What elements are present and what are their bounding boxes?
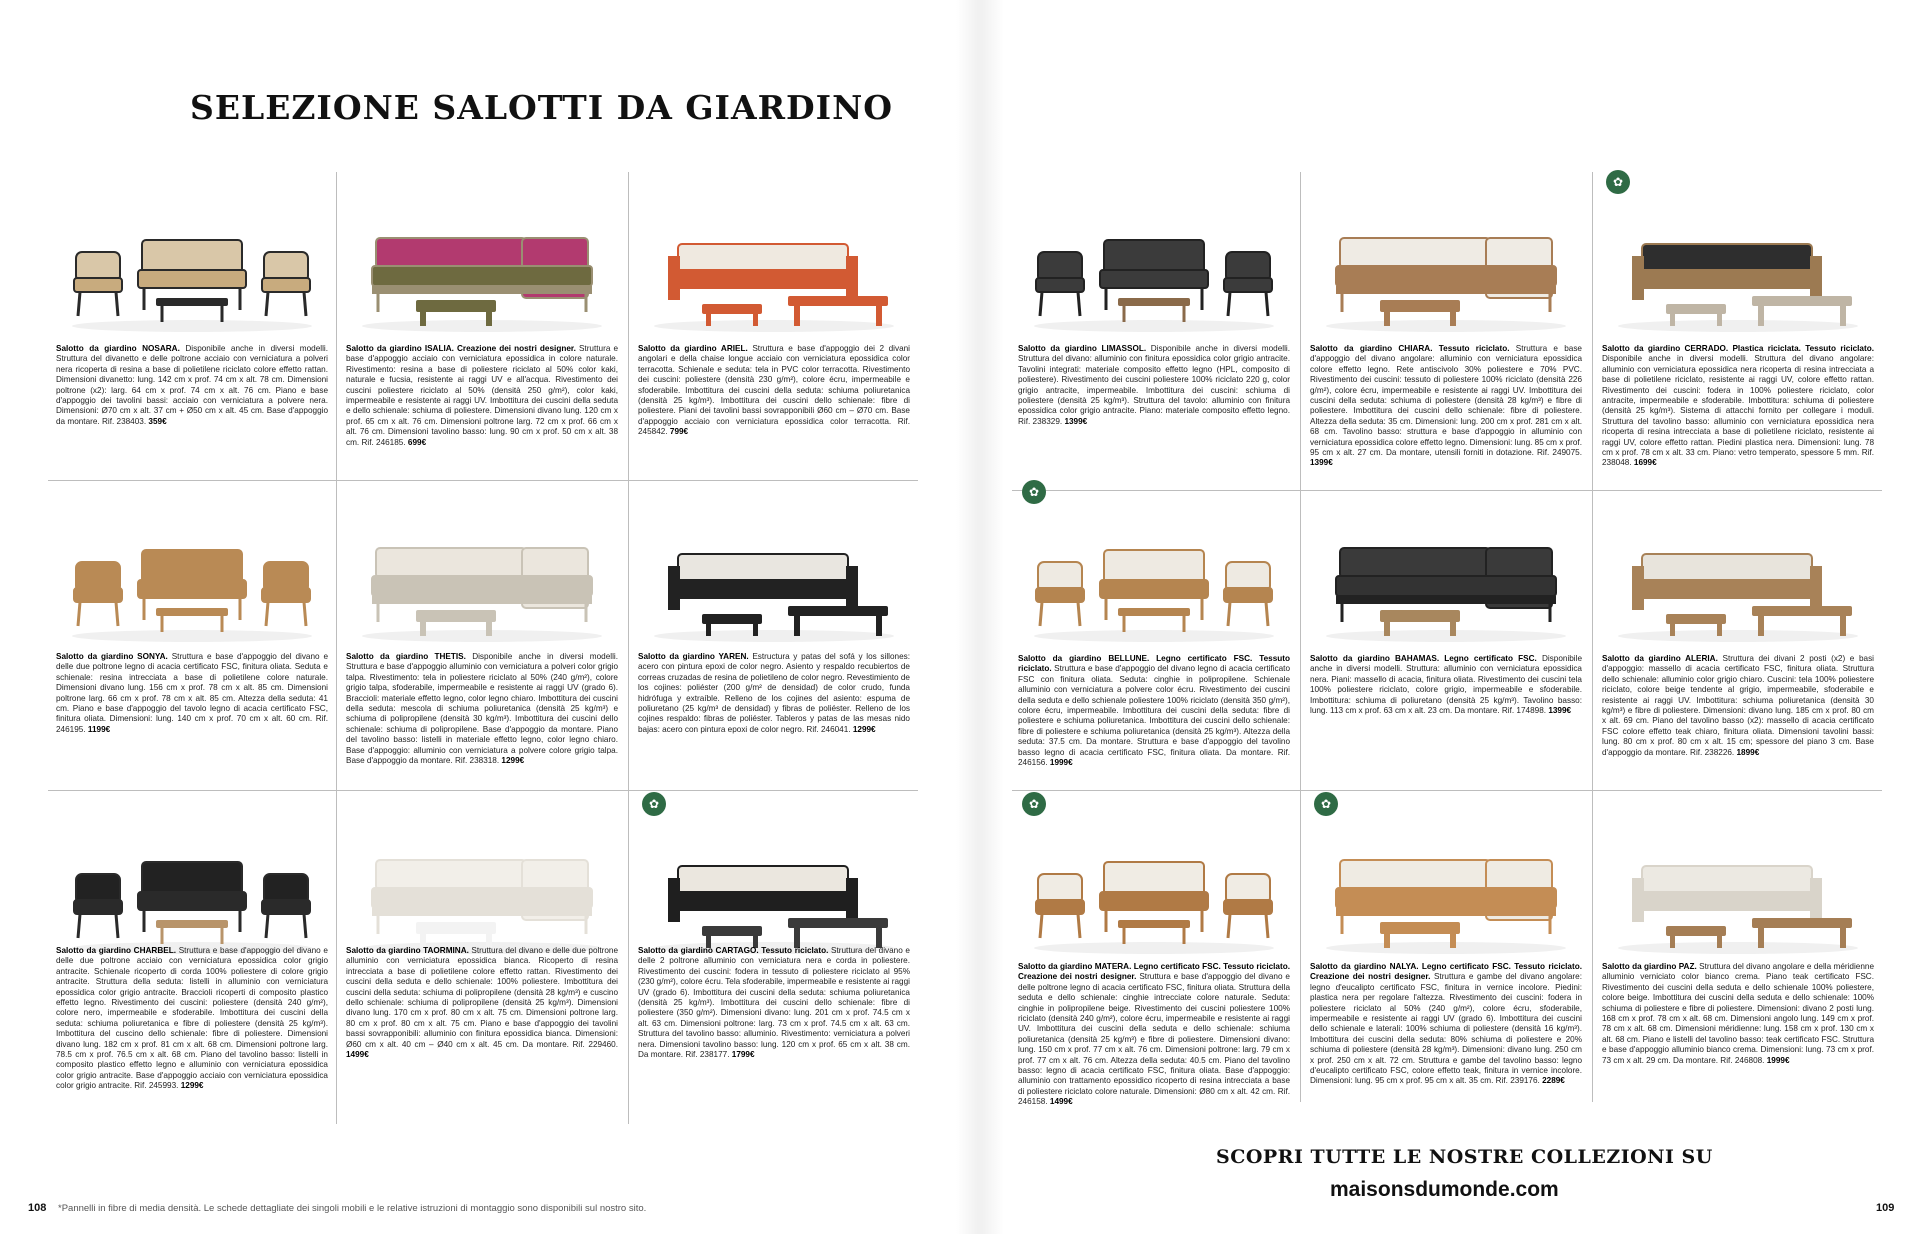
product-price: 1999€ — [1049, 758, 1073, 768]
product-name: Salotto da giardino ISALIA. Creazione dei nostri designer. — [346, 344, 576, 353]
product-card — [638, 792, 910, 1092]
product-name: Salotto da giardino NOSARA. — [56, 344, 180, 353]
product-name: Salotto da giardino TAORMINA. — [346, 946, 469, 955]
page-number-left: 108 — [28, 1202, 47, 1214]
footnote: *Pannelli in fibre di media densità. Le schede dettagliate dei singoli mobili e le relative istruzioni di montaggio sono disponibili sul nostro sito. — [58, 1203, 647, 1214]
product-name: Salotto da giardino BELLUNE. Legno certificato FSC. Tessuto riciclato. — [1018, 654, 1290, 674]
row-divider — [48, 790, 918, 791]
product-description — [1602, 654, 1874, 758]
product-name: Salotto da giardino CERRADO. Plastica riciclata. Tessuto riciclato. — [1602, 344, 1874, 353]
product-card — [1310, 792, 1582, 1092]
product-price: 699€ — [407, 437, 427, 447]
product-image — [56, 510, 328, 650]
product-image — [1310, 200, 1582, 340]
product-image — [1018, 510, 1290, 650]
product-description — [1602, 962, 1874, 1066]
product-description — [1310, 344, 1582, 469]
product-name: Salotto da giardino ARIEL. — [638, 344, 748, 353]
product-card — [1602, 792, 1874, 1092]
product-price: 1999€ — [1766, 1055, 1790, 1065]
product-price: 2289€ — [1542, 1076, 1565, 1086]
product-name: Salotto da giardino LIMASSOL. — [1018, 344, 1147, 353]
product-image — [346, 200, 618, 340]
product-details: Struttura dei divani 2 posti (x2) e basi d'appoggio: massello di acacia certificato FSC, finitura oliata. Struttura dello schienale: alluminio color grigio chiaro. Cuscini: tela 100% poliestere riciclato, colore beige tendente al grigio, impermeabile, sfoderabile e resistente ai raggi UV. Imbottitura: schiuma poliuretanica (densità 30 kg/m³) e fibre di poliestere. Dimensioni: divano lung. 185 cm x prof. 80 cm x alt. 69 cm. Piano del tavolino basso (x2): massello di acacia certificato FSC colore effetto teak chiaro, finitura oliata. Dimensioni tavolini bassi: lung. 80 cm x prof. 80 cm x alt. 15 cm; spessore del piano 3 cm. Base d'appoggio da montare. Rif. 238226. — [1602, 654, 1874, 757]
product-image — [638, 822, 910, 962]
product-card — [1018, 170, 1290, 470]
product-image — [1310, 822, 1582, 962]
product-details: Struttura e base d'appoggio acciaio con verniciatura epossidica in colore naturale. Rivestimento: resina a base di poliestere riciclato al 50% color kaki, naturale e fucsia, resistente ai raggi UV e all'acqua. Rivestimento dei cuscini poliestere riciclato al 50% (densità 250 g/m²), color kaki, impermeabile e resistente ai raggi UV. Imbottitura dei cuscini della seduta e dello schienale: schiuma di poliestere. Dimensioni divano lung. 120 cm x prof. 65 cm x alt. 76 cm. Dimensioni poltrone larg. 72 cm x prof. 66 cm x alt. 76 cm. Dimensioni tavolino basso: lung. 90 cm x prof. 50 cm x alt. 38 cm. Rif. 246185. — [346, 344, 618, 447]
product-card — [346, 480, 618, 780]
product-name: Salotto da giardino CHIARA. Tessuto riciclato. — [1310, 344, 1510, 353]
product-price: 1799€ — [731, 1050, 755, 1060]
product-card — [56, 480, 328, 780]
product-name: Salotto da giardino MATERA. Legno certificato FSC. Tessuto riciclato. Creazione dei nostri designer. — [1018, 962, 1290, 982]
product-name: Salotto da giardino SONYA. — [56, 652, 168, 661]
product-description — [1310, 962, 1582, 1087]
product-price: 359€ — [148, 416, 167, 426]
page-number-right: 109 — [1876, 1202, 1895, 1214]
product-card — [638, 170, 910, 470]
product-details: Struttura e base d'appoggio del divano legno di acacia certificato FSC con finitura oliata. Seduta: cinghie in polipropilene. Schienale alluminio con verniciatura a polvere color écru. Rivestimento dei cuscini della seduta e dello schienale poliestere 100% riciclato (densità 350 g/m²), colore écru, impermeabile. Imbottitura dei cuscini della seduta: fibre di poliestere e schiuma poliuretanica. Imbottitura dei cuscini dello schienale: fibre di poliestere e schiuma poliuretanica (densità 25 kg/m³). Altezza della seduta: 37.5 cm. Da montare. Struttura e base d'appoggio del tavolino basso legno di acacia certificato FSC, finitura oliata. Da montare. Rif. 246156. — [1018, 664, 1290, 768]
product-image — [346, 822, 618, 962]
product-details: Struttura del divano e delle due poltrone alluminio con verniciatura epossidica bianca. Ricoperto di resina intrecciata a base di polietilene colore effetto rattan. Rivestimento dei cuscini della seduta e dello schienale: 100% poliestere. Imbottitura dei cuscini della seduta: schiuma di polipropilene (densità 28 kg/m³) e cuscino dello schienale: schiuma di polipropilene (densità 25 kg/m³). Dimensioni divano lung. 170 cm x prof. 80 cm x alt. 75 cm. Dimensioni poltrone larg. 80 cm x prof. 80 cm x alt. 75 cm. Piano e base d'appoggio dei tavolini bassi sovrapponibili: alluminio con finitura epossidica bianca. Dimensioni: Ø60 cm x alt. 40 cm – Ø40 cm x alt. 45 cm. Da montare. Rif. 229460. — [346, 946, 619, 1049]
page-title: SELEZIONE SALOTTI DA GIARDINO — [190, 88, 893, 127]
product-card — [1602, 480, 1874, 780]
product-image — [1310, 510, 1582, 650]
product-details: Struttura e gambe del divano angolare: legno d'eucalipto certificato FSC, finitura in vernice incolore. Piedini: plastica nera per regolare l'altezza. Rivestimento dei cuscini: fodera in poliestere riciclato al 50% (240 g/m²), colore écru, sfoderabile, impermeabile e resistente ai raggi UV (grado 6). Imbottitura dei cuscini dello schienale e laterali: 100% schiuma di poliestere (densità 16 kg/m³). Imbottitura dei cuscini della seduta: 80% schiuma di poliestere e 20% schiuma di poliestere (densità 28 kg/m³). Dimensioni: divano lung. 250 cm x prof. 250 cm x alt. 72 cm. Struttura e gambe del tavolino basso: legno d'eucalipto certificato FSC, colore effetto teak, finitura in vernice incolore. Dimensioni: lung. 95 cm x prof. 95 cm x alt. 35 cm. Rif. 239176. — [1310, 972, 1582, 1086]
product-card — [1310, 170, 1582, 470]
website-link[interactable]: maisonsdumonde.com — [1330, 1178, 1559, 1201]
product-details: Disponibile anche in diversi modelli. Struttura del divano angolare: alluminio con verniciatura epossidica nera ricoperta di resina intrecciata a base di polietilene riciclato, resistente ai raggi UV, colore effetto rattan. Rivestimento dei cuscini: fodera in 100% poliestere riciclato, color antracite, impermeabile e sfoderabile. Imbottitura: schiuma di poliestere (densità 25 kg/m³). Sistema di attacchi fornito per collegare i moduli. Struttura del tavolino basso: alluminio con verniciatura epossidica nera ricoperta di resina intrecciata a base di polietilene riciclato, resistente ai raggi UV, colore effetto rattan. Piedini plastica nera. Dimensioni: lung. 78 cm x prof. 78 cm x alt. 33 cm. Piano: vetro temperato, spessore 5 mm. Rif. 238048. — [1602, 354, 1874, 468]
product-image — [1602, 200, 1874, 340]
product-details: Disponibile anche in diversi modelli. Struttura e base d'appoggio alluminio con verniciatura a polveri color grigio talpa. Rivestimento: tela in poliestere riciclato al 50% (240 g/m²), colore grigio talpa, sfoderabile, impermeabile e resistente ai raggi UV (grado 6). Braccioli: materiale effetto legno, color legno chiaro. Imbottitura dei cuscini della seduta: mescola di schiuma poliuretanica (densità 25 kg/m³) e schiuma di polipropilene (densità 30 kg/m³). Imbottitura dei cuscini dello schienale: schiuma di polipropilene. Base d'appoggio da montare. Piano del tavolino basso: listelli in materiale effetto legno, color legno chiaro. Base d'appoggio: alluminio con verniciatura a polvere colore grigio talpa. Base d'appoggio da montare. Rif. 238318. — [346, 652, 619, 766]
product-details: Struttura e base d'appoggio del divano e delle due poltrone acciaio con verniciatura epossidica color grigio antracite. Schienale ricoperto di corda 100% poliestere di colore grigio antracite. Struttura della seduta: listelli in alluminio con verniciatura epossidica color grigio antracite. Braccioli ricoperti di composito plastico effetto legno. Rivestimento dei cuscini: poliestere (densità 240 g/m²), colore nero, impermeabile e sfoderabile. Imbottitura dei cuscini della seduta: schiuma poliuretanica e fibre di poliestere (densità 25 kg/m³). Imbottitura del cuscino dello schienale: fibre di poliestere. Dimensioni divano lung. 182 cm x prof. 81 cm x alt. 68 cm. Dimensioni poltrone larg. 78.5 cm x prof. 76.5 cm x alt. 68 cm. Piano del tavolino basso: listelli in composito plastico effetto legno e alluminio con verniciatura epossidica color grigio antracite. Base d'appoggio acciaio con verniciatura epossidica color grigio antracite. Rif. 245993. — [56, 946, 328, 1091]
product-card — [1018, 480, 1290, 780]
product-price: 799€ — [669, 427, 689, 437]
product-description — [638, 344, 910, 438]
fsc-tree-icon: ✿ — [642, 792, 666, 816]
fsc-tree-icon: ✿ — [1606, 170, 1630, 194]
product-price: 1499€ — [1049, 1097, 1073, 1107]
product-details: Struttura e base d'appoggio dei 2 divani angolari e della chaise longue acciaio con verniciatura epossidica color terracotta. Schienale e seduta: tela in PVC color terracotta. Rivestimento dei cuscini: poliestere (densità 230 g/m²), colore écru, impermeabile e sfoderabile. Imbottitura dei cuscini della seduta: schiuma poliuretanica (densità 25 kg/m³). Imbottitura dei cuscini dello schienale: fibre di poliestere. Piani dei tavolini bassi sovrapponibili Ø60 cm – Ø70 cm. Base d'appoggio acciaio con verniciatura epossidica color terracotta. Rif. 245842. — [638, 344, 910, 437]
product-name: Salotto da giardino THETIS. — [346, 652, 466, 661]
product-description — [346, 652, 618, 766]
product-details: Disponibile anche in diversi modelli. Struttura del divanetto e delle poltrone acciaio con verniciatura a polveri nera ricoperta di resina a base di polietilene riciclato colore effetto rattan. Dimensioni divanetto: lung. 142 cm x prof. 74 cm x alt. 78 cm. Dimensioni poltrone (x2): larg. 64 cm x prof. 74 cm x alt. 76 cm. Piano e base d'appoggio dei tavolini bassi: acciaio con verniciatura a polvere nera. Dimensioni: Ø70 cm x alt. 37 cm + Ø50 cm x alt. 45 cm. Base d'appoggio da montare. Rif. 238403. — [56, 344, 328, 426]
product-price: 1399€ — [1548, 706, 1572, 716]
product-price: 1299€ — [180, 1081, 204, 1091]
product-description — [638, 946, 910, 1060]
product-description — [56, 652, 328, 735]
collections-cta: SCOPRI TUTTE LE NOSTRE COLLEZIONI SU — [1216, 1146, 1713, 1168]
product-name: Salotto da giardino BAHAMAS. Legno certificato FSC. — [1310, 654, 1537, 663]
product-card — [638, 480, 910, 780]
product-description — [1018, 344, 1290, 427]
product-price: 1199€ — [87, 724, 111, 734]
product-card — [1018, 792, 1290, 1107]
product-price: 1499€ — [346, 1050, 369, 1060]
product-price: 1899€ — [1736, 747, 1760, 757]
product-image — [1018, 822, 1290, 962]
product-price: 1699€ — [1633, 458, 1657, 468]
fsc-tree-icon: ✿ — [1022, 792, 1046, 816]
product-card — [346, 170, 618, 470]
fsc-tree-icon: ✿ — [1022, 480, 1046, 504]
row-divider — [1012, 790, 1882, 791]
product-image — [1602, 510, 1874, 650]
product-image — [1602, 822, 1874, 962]
product-card — [56, 170, 328, 470]
product-details: Disponibile anche in diversi modelli. Struttura: alluminio con verniciatura epossidica nera. Piani: massello di acacia, finitura oliata. Rivestimento dei cuscini tela 100% poliestere riciclato, colore grigio, impermeabile e sfoderabile. Imbottitura: schiuma di poliuretano (densità 25 kg/m³). Tavolino basso: lung. 113 cm x prof. 63 cm x alt. 23 cm. Da montare. Rif. 174898. — [1310, 654, 1583, 716]
product-name: Salotto da giardino NALYA. Legno certificato FSC. Tessuto riciclato. Creazione dei nostri designer. — [1310, 962, 1582, 982]
product-description — [638, 652, 910, 735]
product-image — [638, 510, 910, 650]
product-details: Estructura y patas del sofá y los sillones: acero con pintura epoxi de color negro. Asiento y respaldo recubiertos de correas cruzadas de resina de polietileno de color negro. Revestimiento de los cojines: poliéster (200 g/m² de densidad) de color crudo, funda hidrófuga y extraíble. Relleno de los cojines del asiento: espuma de poliuretano (25 kg/m³ de densidad) y fibras de poliéster. Relleno de los cojines respaldo: fibras de poliéster. Tableros y patas de las mesas nido bajas: acero con pintura epoxi de color negro. Rif. 246041. — [638, 652, 911, 734]
product-description — [1310, 654, 1582, 716]
product-image — [56, 200, 328, 340]
fsc-tree-icon: ✿ — [1314, 792, 1338, 816]
product-name: Salotto da giardino CARTAGO. Tessuto riciclato. — [638, 946, 829, 955]
column-divider — [1300, 172, 1301, 1102]
product-image — [346, 510, 618, 650]
product-card — [56, 792, 328, 1092]
product-name: Salotto da giardino ALERIA. — [1602, 654, 1718, 663]
product-description — [1602, 344, 1874, 469]
product-image — [638, 200, 910, 340]
product-name: Salotto da giardino YAREN. — [638, 652, 749, 661]
product-details: Struttura del divano angolare e della méridienne alluminio verniciato color bianco crema. Piano teak certificato FSC. Rivestimento dei cuscini della seduta e dello schienale 100% poliestere, colore beige. Imbottitura dei cuscini della seduta e dello schienale: 100% schiuma di poliestere e fibre di poliestere. Dimensioni: divano 2 posti lung. 168 cm x prof. 78 cm x alt. 68 cm. Dimensioni angolo lung. 149 cm x prof. 78 cm x alt. 68 cm. Dimensioni méridienne: lung. 158 cm x prof. 130 cm x alt. 68 cm. Piano e listelli del tavolino basso: teak certificato FSC. Struttura e base d'appoggio alluminio bianco crema. Dimensioni: lung. 73 cm x prof. 73 cm x alt. 29 cm. Da montare. Rif. 246808. — [1602, 962, 1875, 1065]
column-divider — [1592, 172, 1593, 1102]
product-card — [346, 792, 618, 1092]
product-details: Struttura e base d'appoggio del divano angolare: alluminio con verniciatura epossidica colore effetto legno. Rete antiscivolo 30% poliestere e 70% PVC. Rivestimento dei cuscini: tessuto di poliestere 100% riciclato (densità 226 g/m²), colore écru, impermeabile e resistente ai raggi UV. Imbottitura dei cuscini della seduta: schiuma di poliestere (densità 28 kg/m³) e fibre di poliestere. Imbottitura dei cuscini dello schienale: fibre di poliestere. Altezza della seduta: 35 cm. Dimensioni: lung. 200 cm x prof. 281 cm x alt. 68 cm. Tavolino basso: struttura e base d'appoggio in alluminio con verniciatura epossidica colore effetto legno. Dimensioni: lung. 85 cm x prof. 95 cm x alt. 27 cm. Da montare, utensili forniti in dotazione. Rif. 249075. — [1310, 344, 1582, 458]
product-price: 1399€ — [1310, 458, 1333, 468]
product-image — [56, 822, 328, 962]
product-details: Struttura e base d'appoggio del divano e delle due poltrone legno di acacia certificato FSC, finitura oliata. Seduta e schienale: resina intrecciata a base di polietilene colore naturale. Dimensioni divano lung. 156 cm x prof. 78 cm x alt. 85 cm. Dimensioni poltrone larg. 66 cm x prof. 78 cm x alt. 85 cm. Altezza della seduta: 41 cm. Piano e base d'appoggio del tavolo legno di acacia certificato FSC, finitura oliata. Dimensioni: lung. 140 cm x prof. 70 cm x alt. 60 cm. Rif. 246195. — [56, 652, 328, 734]
product-description — [346, 946, 618, 1060]
product-price: 1399€ — [1064, 416, 1088, 426]
product-image — [1018, 200, 1290, 340]
column-divider — [628, 172, 629, 1124]
product-price: 1299€ — [852, 724, 876, 734]
product-details: Struttura e base d'appoggio del divano e delle poltrone legno di acacia certificato FSC, finitura oliata. Struttura della seduta e dello schienale: cinghie intrecciate colore naturale. Seduta: cinghie in polipropilene beige. Rivestimento dei cuscini poliestere 100% riciclato (densità 240 g/m²), colore écru, impermeabile e resistente ai raggi UV. Imbottitura dei cuscini della seduta e dello schienale: schiuma poliuretanica (densità 25 kg/m³) e fibre di poliestere. Dimensioni divano: lung. 150 cm x prof. 77 cm x alt. 76 cm. Dimensioni poltrone: larg. 79 cm x prof. 77 cm x alt. 76 cm. Altezza della seduta: 40.5 cm. Piano del tavolino basso: legno di acacia certificato FSC, finitura oliata. Base d'appoggio: alluminio con trattamento epossidico ricoperto di resina intrecciata a base di poliestere riciclato colore naturale. Dimensioni: Ø80 cm x alt. 42 cm. Rif. 246158. — [1018, 972, 1290, 1107]
product-description — [1018, 962, 1290, 1108]
page-gutter — [956, 0, 1004, 1234]
product-details: Struttura del divano e delle 2 poltrone alluminio con verniciatura nera e corda in poliestere. Rivestimento dei cuscini: fodera in tessuto di poliestere riciclato al 95% (230 g/m²), colore écru. Tela sfoderabile, impermeabile e resistente ai raggi UV (grado 6). Imbottitura dei cuscini della seduta: schiuma poliuretanica (densità 25 kg/m³). Imbottitura dei cuscini dello schienale: fibre di poliestere (350 g/m²). Dimensioni divano: lung. 201 cm x prof. 74.5 cm x alt. 63 cm. Dimensioni poltrone: larg. 73 cm x prof. 74.5 cm x alt. 63 cm. Struttura del tavolino basso: alluminio. Rivestimento: verniciatura a polveri nera. Dimensioni tavolino basso: lung. 120 cm x prof. 65 cm x alt. 38 cm. Da montare. Rif. 238177. — [638, 946, 910, 1060]
product-card — [1310, 480, 1582, 780]
product-price: 1299€ — [501, 756, 525, 766]
product-description — [1018, 654, 1290, 768]
product-name: Salotto da giardino CHARBEL. — [56, 946, 176, 955]
product-description — [56, 344, 328, 427]
product-details: Disponibile anche in diversi modelli. Struttura del divano: alluminio con finitura epossidica color grigio antracite. Tavolini integrati: materiale composito effetto legno (HPL, composito di poliestere). Rivestimento dei cuscini poliestere 100% riciclato 220 g, color grigio antracite, impermeabile. Imbottitura dei cuscini: schiuma di poliestere (densità 25 kg/m³). Struttura del tavolo: alluminio con finitura epossidica color grigio antracite. Piano: materiale composito effetto legno. Rif. 238329. — [1018, 344, 1290, 426]
column-divider — [336, 172, 337, 1124]
product-card — [1602, 170, 1874, 470]
product-description — [56, 946, 328, 1092]
product-name: Salotto da giardino PAZ. — [1602, 962, 1697, 971]
product-description — [346, 344, 618, 448]
